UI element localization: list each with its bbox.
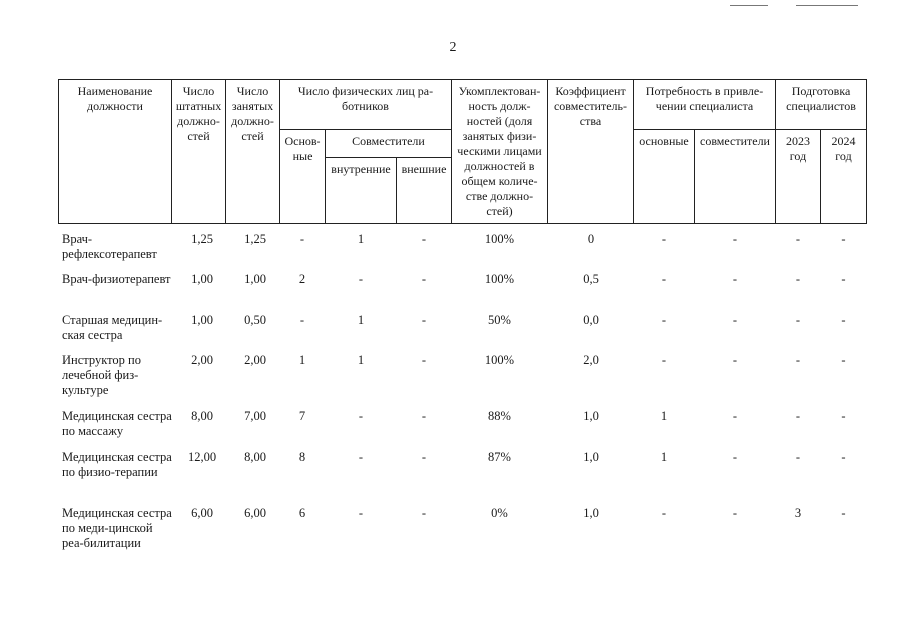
staff-count: 6,00 <box>191 506 213 520</box>
header-training: Подготовка специалистов <box>776 80 867 130</box>
staff-count: 12,00 <box>187 450 217 464</box>
table-header <box>58 79 867 224</box>
training-2024: - <box>841 353 846 367</box>
position-name: Медицинская сестра по меди-цинской реа-билитации <box>62 506 172 550</box>
training-2023: 3 <box>794 506 802 520</box>
main-count: 2 <box>298 272 306 286</box>
training-2024: - <box>841 506 846 520</box>
training-2023: - <box>795 272 801 286</box>
external-count: - <box>421 272 427 286</box>
position-name: Врач-физиотерапевт <box>62 272 171 286</box>
header-staff-positions: Число штатных должно-стей <box>172 80 226 224</box>
scan-artifact-line <box>796 5 858 6</box>
coefficient-value: 2,0 <box>583 353 599 367</box>
training-2023: - <box>795 450 801 464</box>
need-part: - <box>732 313 738 327</box>
staff-count: 1,25 <box>191 232 213 246</box>
training-2023: - <box>795 313 801 327</box>
header-part-timers: Совместители <box>326 130 452 158</box>
internal-count: - <box>358 450 364 464</box>
internal-count: - <box>358 409 364 423</box>
internal-count: 1 <box>357 313 365 327</box>
position-name: Медицинская сестра по массажу <box>62 409 172 438</box>
staff-count: 8,00 <box>191 409 213 423</box>
occupied-count: 7,00 <box>244 409 266 423</box>
header-need-part: совместители <box>695 130 776 224</box>
main-count: 1 <box>298 353 306 367</box>
page-number: 2 <box>449 40 457 55</box>
occupied-count: 6,00 <box>244 506 266 520</box>
staffing-percent: 100% <box>484 272 515 286</box>
training-2024: - <box>841 232 846 246</box>
staffing-percent: 87% <box>488 450 511 464</box>
need-main: - <box>661 313 667 327</box>
external-count: - <box>421 232 427 246</box>
internal-count: - <box>358 272 364 286</box>
coefficient-value: 1,0 <box>583 409 599 423</box>
internal-count: 1 <box>357 232 365 246</box>
occupied-count: 0,50 <box>244 313 266 327</box>
coefficient-value: 1,0 <box>583 506 599 520</box>
header-year-2023: 2023 год <box>776 130 821 224</box>
training-2023: - <box>795 353 801 367</box>
main-count: 8 <box>298 450 306 464</box>
main-count: 7 <box>298 409 306 423</box>
staffing-percent: 100% <box>484 353 515 367</box>
training-2024: - <box>841 272 846 286</box>
main-count: - <box>299 232 305 246</box>
staffing-percent: 50% <box>488 313 511 327</box>
table-row <box>58 353 868 409</box>
external-count: - <box>421 409 427 423</box>
coefficient-value: 0,5 <box>583 272 599 286</box>
header-internal: внутренние <box>326 158 397 224</box>
need-main: 1 <box>660 409 668 423</box>
training-2024: - <box>841 409 846 423</box>
header-year-2024: 2024 год <box>821 130 867 224</box>
header-occupied-positions: Число занятых должно-стей <box>226 80 280 224</box>
need-part: - <box>732 506 738 520</box>
need-main: - <box>661 232 667 246</box>
staff-count: 2,00 <box>191 353 213 367</box>
occupied-count: 1,00 <box>244 272 266 286</box>
header-name: Наименование должности <box>59 80 172 224</box>
table-row <box>58 506 868 570</box>
need-main: - <box>661 272 667 286</box>
header-coefficient: Коэффициент совместитель-ства <box>548 80 634 224</box>
external-count: - <box>421 313 427 327</box>
staff-count: 1,00 <box>191 272 213 286</box>
need-part: - <box>732 409 738 423</box>
internal-count: 1 <box>357 353 365 367</box>
header-need: Потребность в привле-чении специалиста <box>634 80 776 130</box>
staff-count: 1,00 <box>191 313 213 327</box>
training-2023: - <box>795 409 801 423</box>
header-need-main: основные <box>634 130 695 224</box>
external-count: - <box>421 353 427 367</box>
position-name: Инструктор по лечебной физ-культуре <box>62 353 141 397</box>
occupied-count: 1,25 <box>244 232 266 246</box>
header-staffing: Укомплектован-ность долж-ностей (доля занятых физи-ческими лицами должностей в общем количе-стве должно-стей) <box>452 80 548 224</box>
need-part: - <box>732 450 738 464</box>
training-2024: - <box>841 450 846 464</box>
external-count: - <box>421 450 427 464</box>
need-part: - <box>732 353 738 367</box>
training-2024: - <box>841 313 846 327</box>
position-name: Медицинская сестра по физио-терапии <box>62 450 172 479</box>
main-count: - <box>299 313 305 327</box>
training-2023: - <box>795 232 801 246</box>
table-row <box>58 450 868 506</box>
header-main: Основ-ные <box>280 130 326 224</box>
coefficient-value: 1,0 <box>583 450 599 464</box>
need-main: 1 <box>660 450 668 464</box>
coefficient-value: 0 <box>587 232 595 246</box>
need-main: - <box>661 353 667 367</box>
need-part: - <box>732 272 738 286</box>
internal-count: - <box>358 506 364 520</box>
need-part: - <box>732 232 738 246</box>
header-external: внешние <box>397 158 452 224</box>
occupied-count: 8,00 <box>244 450 266 464</box>
scan-artifact-line <box>730 5 768 6</box>
external-count: - <box>421 506 427 520</box>
staffing-percent: 0% <box>491 506 508 520</box>
coefficient-value: 0,0 <box>583 313 599 327</box>
main-count: 6 <box>298 506 306 520</box>
staffing-percent: 88% <box>488 409 511 423</box>
need-main: - <box>661 506 667 520</box>
position-name: Старшая медицин-ская сестра <box>62 313 163 342</box>
staffing-percent: 100% <box>484 232 515 246</box>
occupied-count: 2,00 <box>244 353 266 367</box>
position-name: Врач-рефлексотерапевт <box>62 232 157 261</box>
header-physical-persons: Число физических лиц ра-ботников <box>280 80 452 130</box>
